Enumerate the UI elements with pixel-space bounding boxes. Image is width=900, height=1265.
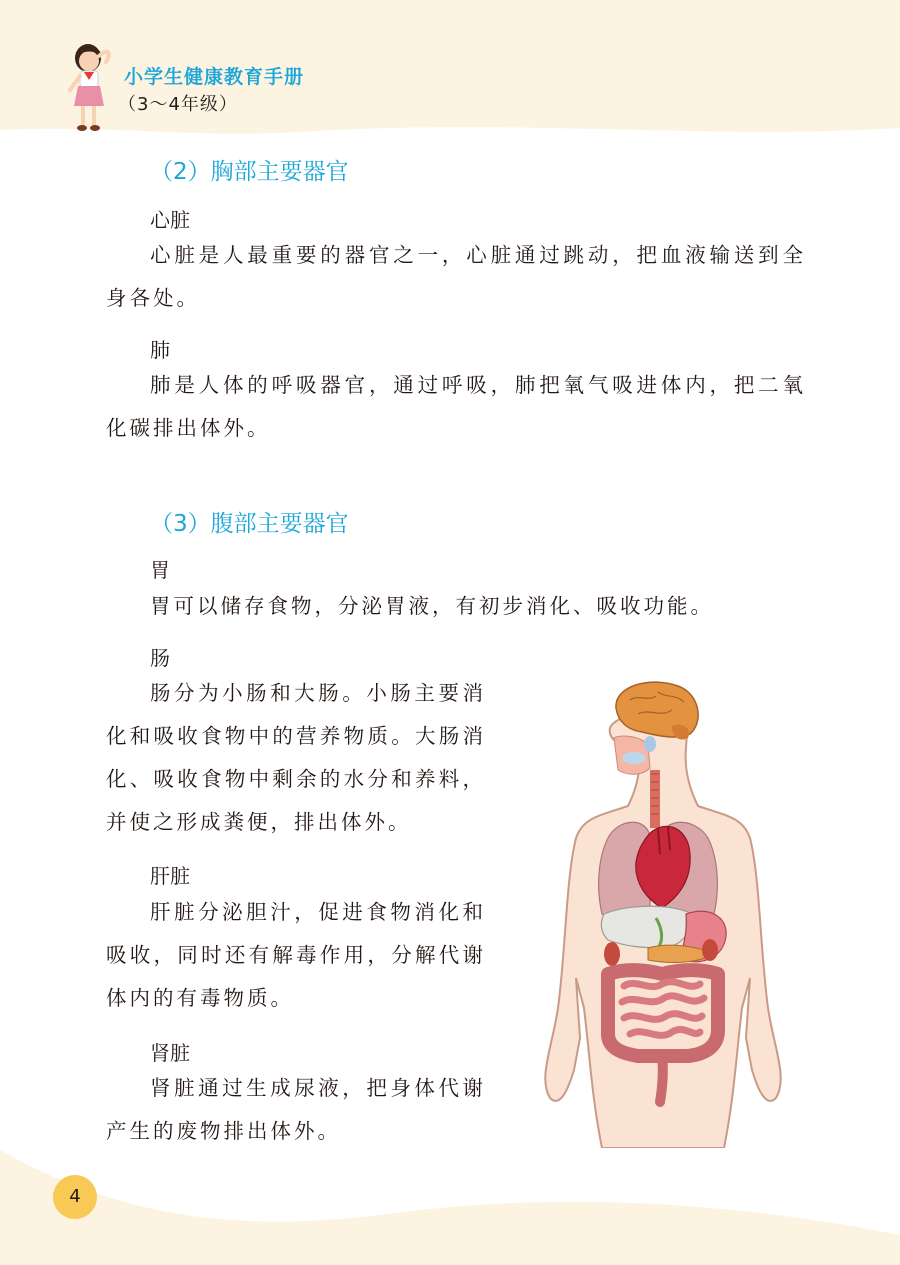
paragraph-intestine: 肠分为小肠和大肠。小肠主要消化和吸收食物中的营养物质。大肠消化、吸收食物中剩余的水分和养料，并使之形成粪便，排出体外。 (106, 681, 486, 834)
heading-lung: 肺 (150, 338, 170, 362)
paragraph-kidney: 肾脏通过生成尿液，把身体代谢产生的废物排出体外。 (106, 1076, 486, 1143)
paragraph-stomach: 胃可以储存食物，分泌胃液，有初步消化、吸收功能。 (150, 594, 714, 618)
paragraph-liver: 肝脏分泌胆汁，促进食物消化和吸收，同时还有解毒作用，分解代谢体内的有毒物质。 (106, 900, 486, 1010)
section-title-abdomen: （3）腹部主要器官 (150, 511, 349, 537)
human-anatomy-illustration (538, 678, 788, 1148)
book-grade: （3～4年级） (118, 94, 238, 115)
paragraph-lung: 肺是人体的呼吸器官，通过呼吸，肺把氧气吸进体内，把二氧化碳排出体外。 (106, 373, 806, 440)
paragraph-heart: 心脏是人最重要的器官之一，心脏通过跳动，把血液输送到全身各处。 (106, 243, 806, 310)
heading-stomach: 胃 (150, 558, 170, 582)
book-title: 小学生健康教育手册 (124, 66, 305, 88)
heading-intestine: 肠 (150, 646, 170, 670)
page-number: 4 (69, 1186, 81, 1207)
section-title-chest: （2）胸部主要器官 (150, 159, 349, 185)
mascot-girl-icon (58, 38, 124, 134)
heading-kidney: 肾脏 (150, 1041, 190, 1065)
heading-heart: 心脏 (150, 208, 190, 232)
heading-liver: 肝脏 (150, 864, 190, 888)
